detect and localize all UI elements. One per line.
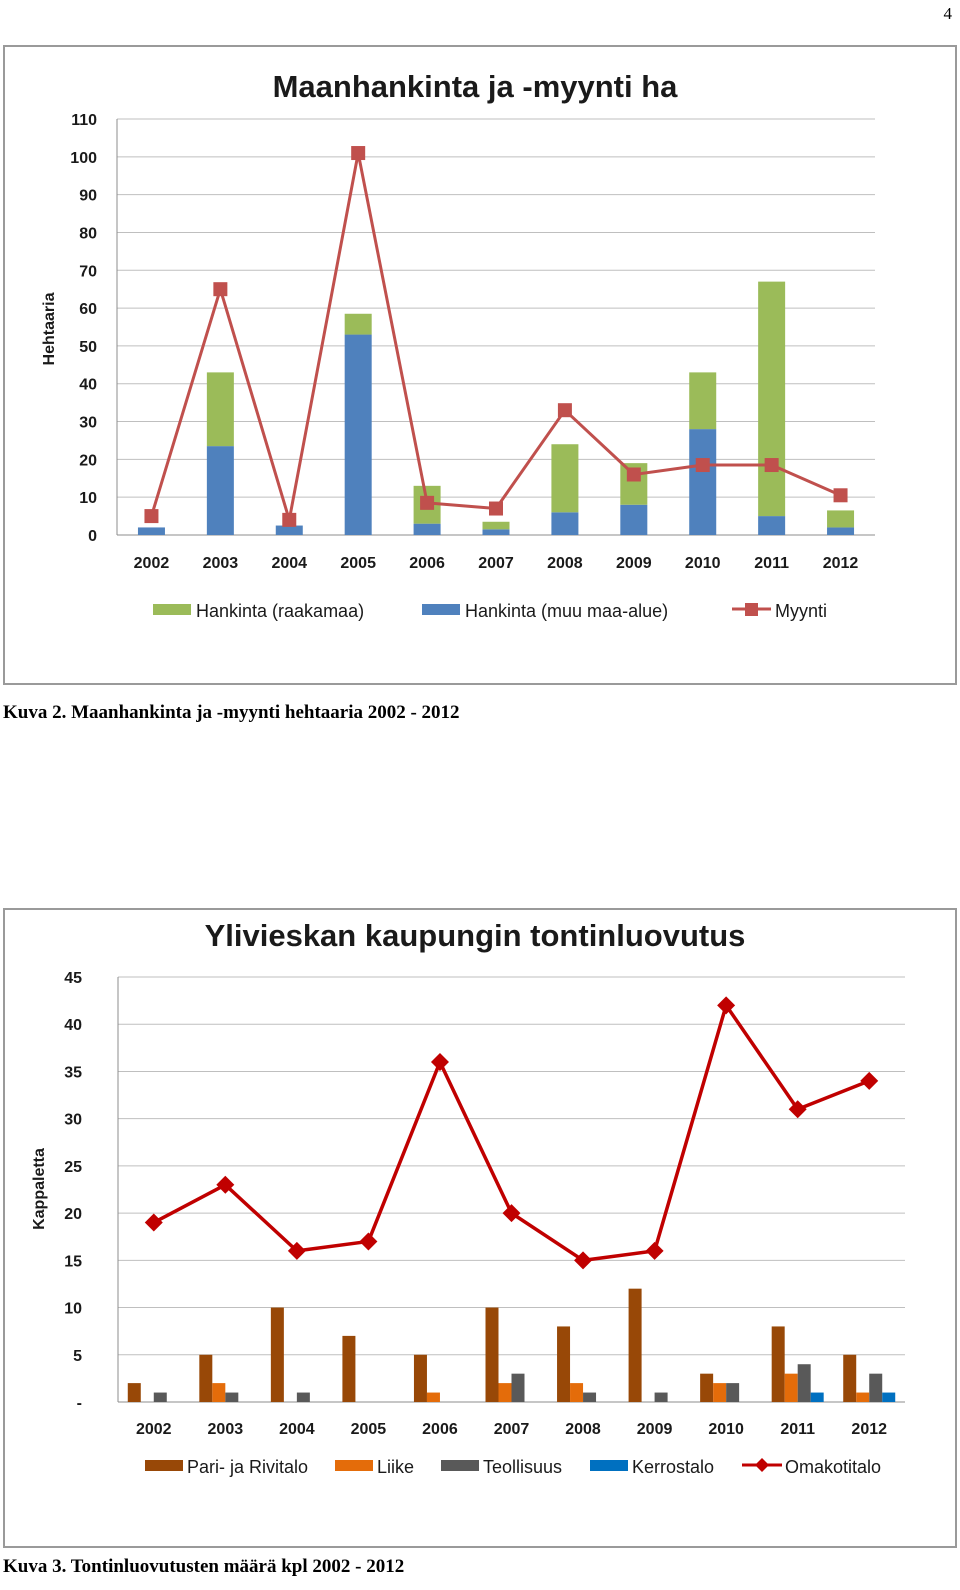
y-tick-label: - (76, 1395, 82, 1412)
legend-swatch-liike (335, 1460, 373, 1471)
legend-label-liike: Liike (377, 1457, 415, 1477)
x-tick-label: 2004 (279, 1421, 315, 1438)
legend-label-pari: Pari- ja Rivitalo (187, 1457, 309, 1477)
x-tick-label: 2009 (636, 1421, 673, 1438)
bar-liike-2012 (856, 1393, 869, 1402)
bar-teollisuus-2008 (583, 1393, 596, 1402)
bar-teollisuus-2002 (154, 1393, 167, 1402)
bar-pari-ja-rivitalo-2009 (629, 1289, 642, 1402)
x-tick-label: 2003 (202, 555, 239, 572)
bar-raakamaa-2012 (827, 510, 854, 527)
x-tick-label: 2005 (340, 555, 376, 572)
y-tick-label: 70 (79, 263, 97, 281)
bar-kerrostalo-2012 (882, 1393, 895, 1402)
y-tick-label: 35 (64, 1064, 82, 1082)
bar-raakamaa-2005 (345, 314, 372, 335)
bar-liike-2011 (785, 1374, 798, 1402)
y-tick-label: 30 (79, 414, 97, 432)
point-myynti-2004 (282, 513, 296, 527)
legend-swatch-kerrostalo (590, 1460, 628, 1471)
y-tick-label: 50 (79, 338, 97, 356)
x-tick-label: 2002 (133, 555, 170, 572)
bar-teollisuus-2010 (726, 1383, 739, 1402)
y-axis-title: Hehtaaria (41, 292, 58, 366)
bar-teollisuus-2012 (869, 1374, 882, 1402)
bar-muu-maa-alue-2009 (620, 505, 647, 535)
bar-muu-maa-alue-2006 (414, 524, 441, 535)
y-tick-label: 5 (73, 1347, 82, 1365)
line-myynti (151, 153, 840, 520)
bar-pari-ja-rivitalo-2004 (271, 1308, 284, 1402)
bar-teollisuus-2007 (512, 1374, 525, 1402)
legend-swatch-pari (145, 1460, 183, 1471)
bar-muu-maa-alue-2007 (483, 529, 510, 535)
chart-title: Ylivieskan kaupungin tontinluovutus (204, 918, 746, 953)
x-tick-label: 2008 (547, 555, 583, 572)
y-tick-label: 40 (79, 376, 97, 394)
point-myynti-2011 (765, 458, 779, 472)
bar-liike-2003 (212, 1383, 225, 1402)
bar-muu-maa-alue-2010 (689, 429, 716, 535)
legend-label-muu-maa-alue: Hankinta (muu maa-alue) (465, 601, 669, 621)
y-tick-label: 60 (79, 301, 97, 319)
point-myynti-2010 (696, 458, 710, 472)
x-tick-label: 2003 (207, 1421, 244, 1438)
y-tick-label: 25 (64, 1158, 82, 1176)
point-omakotitalo-2006 (431, 1053, 449, 1071)
bar-pari-ja-rivitalo-2005 (342, 1336, 355, 1402)
y-tick-label: 15 (64, 1253, 82, 1271)
point-myynti-2006 (420, 496, 434, 510)
y-axis-title: Kappaletta (31, 1148, 48, 1230)
y-tick-label: 10 (79, 490, 97, 508)
point-myynti-2009 (627, 467, 641, 481)
y-tick-label: 20 (79, 452, 97, 470)
bar-muu-maa-alue-2008 (551, 512, 578, 535)
bar-teollisuus-2011 (798, 1364, 811, 1402)
point-omakotitalo-2002 (145, 1214, 163, 1232)
point-omakotitalo-2008 (574, 1251, 592, 1269)
bar-pari-ja-rivitalo-2011 (772, 1326, 785, 1402)
bar-raakamaa-2010 (689, 372, 716, 429)
point-omakotitalo-2012 (860, 1072, 878, 1090)
legend-label-kerrostalo: Kerrostalo (632, 1457, 715, 1477)
legend-marker-myynti (745, 603, 758, 616)
bar-kerrostalo-2011 (811, 1393, 824, 1402)
caption-figure-2: Kuva 2. Maanhankinta ja -myynti hehtaaria 2002 - 2012 (3, 702, 460, 723)
bar-raakamaa-2011 (758, 282, 785, 516)
point-omakotitalo-2007 (503, 1204, 521, 1222)
legend-label-teollisuus: Teollisuus (483, 1457, 563, 1477)
bar-pari-ja-rivitalo-2007 (486, 1308, 499, 1402)
bar-muu-maa-alue-2005 (345, 335, 372, 535)
y-tick-label: 10 (64, 1300, 82, 1318)
x-tick-label: 2007 (478, 555, 514, 572)
bar-muu-maa-alue-2003 (207, 446, 234, 535)
y-tick-label: 45 (64, 970, 82, 987)
x-tick-label: 2010 (708, 1421, 744, 1438)
bar-liike-2008 (570, 1383, 583, 1402)
legend-marker-omakotitalo (755, 1458, 769, 1472)
bar-liike-2010 (713, 1383, 726, 1402)
bar-liike-2006 (427, 1393, 440, 1402)
bar-raakamaa-2007 (483, 522, 510, 530)
bar-pari-ja-rivitalo-2003 (199, 1355, 212, 1402)
bar-teollisuus-2009 (655, 1393, 668, 1402)
legend-swatch-teollisuus (441, 1460, 479, 1471)
x-tick-label: 2007 (493, 1421, 530, 1438)
chart-title: Maanhankinta ja -myynti ha (272, 69, 678, 104)
legend-label-omakotitalo: Omakotitalo (785, 1457, 882, 1477)
y-tick-label: 80 (79, 225, 97, 243)
x-tick-label: 2002 (135, 1421, 172, 1438)
bar-pari-ja-rivitalo-2006 (414, 1355, 427, 1402)
x-tick-label: 2008 (565, 1421, 601, 1438)
bar-teollisuus-2004 (297, 1393, 310, 1402)
x-tick-label: 2012 (822, 555, 859, 572)
bar-muu-maa-alue-2002 (138, 527, 165, 535)
legend-swatch-raakamaa (153, 604, 191, 615)
bar-pari-ja-rivitalo-2012 (843, 1355, 856, 1402)
bar-pari-ja-rivitalo-2002 (128, 1383, 141, 1402)
point-myynti-2007 (489, 502, 503, 516)
y-tick-label: 40 (64, 1017, 82, 1035)
page-number: 4 (943, 4, 952, 23)
x-tick-label: 2011 (780, 1421, 816, 1438)
point-omakotitalo-2005 (359, 1232, 377, 1250)
bar-liike-2007 (499, 1383, 512, 1402)
point-myynti-2008 (558, 403, 572, 417)
bar-muu-maa-alue-2012 (827, 527, 854, 535)
y-tick-label: 110 (71, 112, 97, 129)
bar-muu-maa-alue-2011 (758, 516, 785, 535)
point-myynti-2012 (834, 488, 848, 502)
bar-raakamaa-2008 (551, 444, 578, 512)
caption-figure-3: Kuva 3. Tontinluovutusten määrä kpl 2002 - 2012 (3, 1556, 405, 1577)
chart-plot-assignments-svg (5, 910, 955, 1546)
point-myynti-2003 (213, 282, 227, 296)
bar-muu-maa-alue-2004 (276, 526, 303, 535)
legend-swatch-muu-maa-alue (422, 604, 460, 615)
chart-land-acquisition-svg (5, 47, 955, 683)
bar-teollisuus-2003 (225, 1393, 238, 1402)
y-tick-label: 20 (64, 1206, 82, 1224)
bar-pari-ja-rivitalo-2008 (557, 1326, 570, 1402)
y-tick-label: 100 (70, 149, 97, 167)
x-tick-label: 2006 (422, 1421, 458, 1438)
bar-pari-ja-rivitalo-2010 (700, 1374, 713, 1402)
legend-label-myynti: Myynti (775, 601, 828, 621)
point-myynti-2005 (351, 146, 365, 160)
point-myynti-2002 (144, 509, 158, 523)
x-tick-label: 2009 (616, 555, 652, 572)
point-omakotitalo-2009 (646, 1242, 664, 1260)
x-tick-label: 2006 (409, 555, 445, 572)
x-tick-label: 2012 (851, 1421, 888, 1438)
y-tick-label: 90 (79, 187, 97, 205)
bar-raakamaa-2003 (207, 372, 234, 446)
x-tick-label: 2005 (350, 1421, 387, 1438)
legend-label-raakamaa: Hankinta (raakamaa) (196, 601, 365, 621)
y-tick-label: 0 (88, 528, 97, 545)
chart-plot-assignments (3, 908, 957, 1548)
x-tick-label: 2011 (754, 555, 789, 572)
x-tick-label: 2004 (271, 555, 308, 572)
y-tick-label: 30 (64, 1111, 82, 1129)
x-tick-label: 2010 (684, 555, 721, 572)
chart-land-acquisition (3, 45, 957, 685)
